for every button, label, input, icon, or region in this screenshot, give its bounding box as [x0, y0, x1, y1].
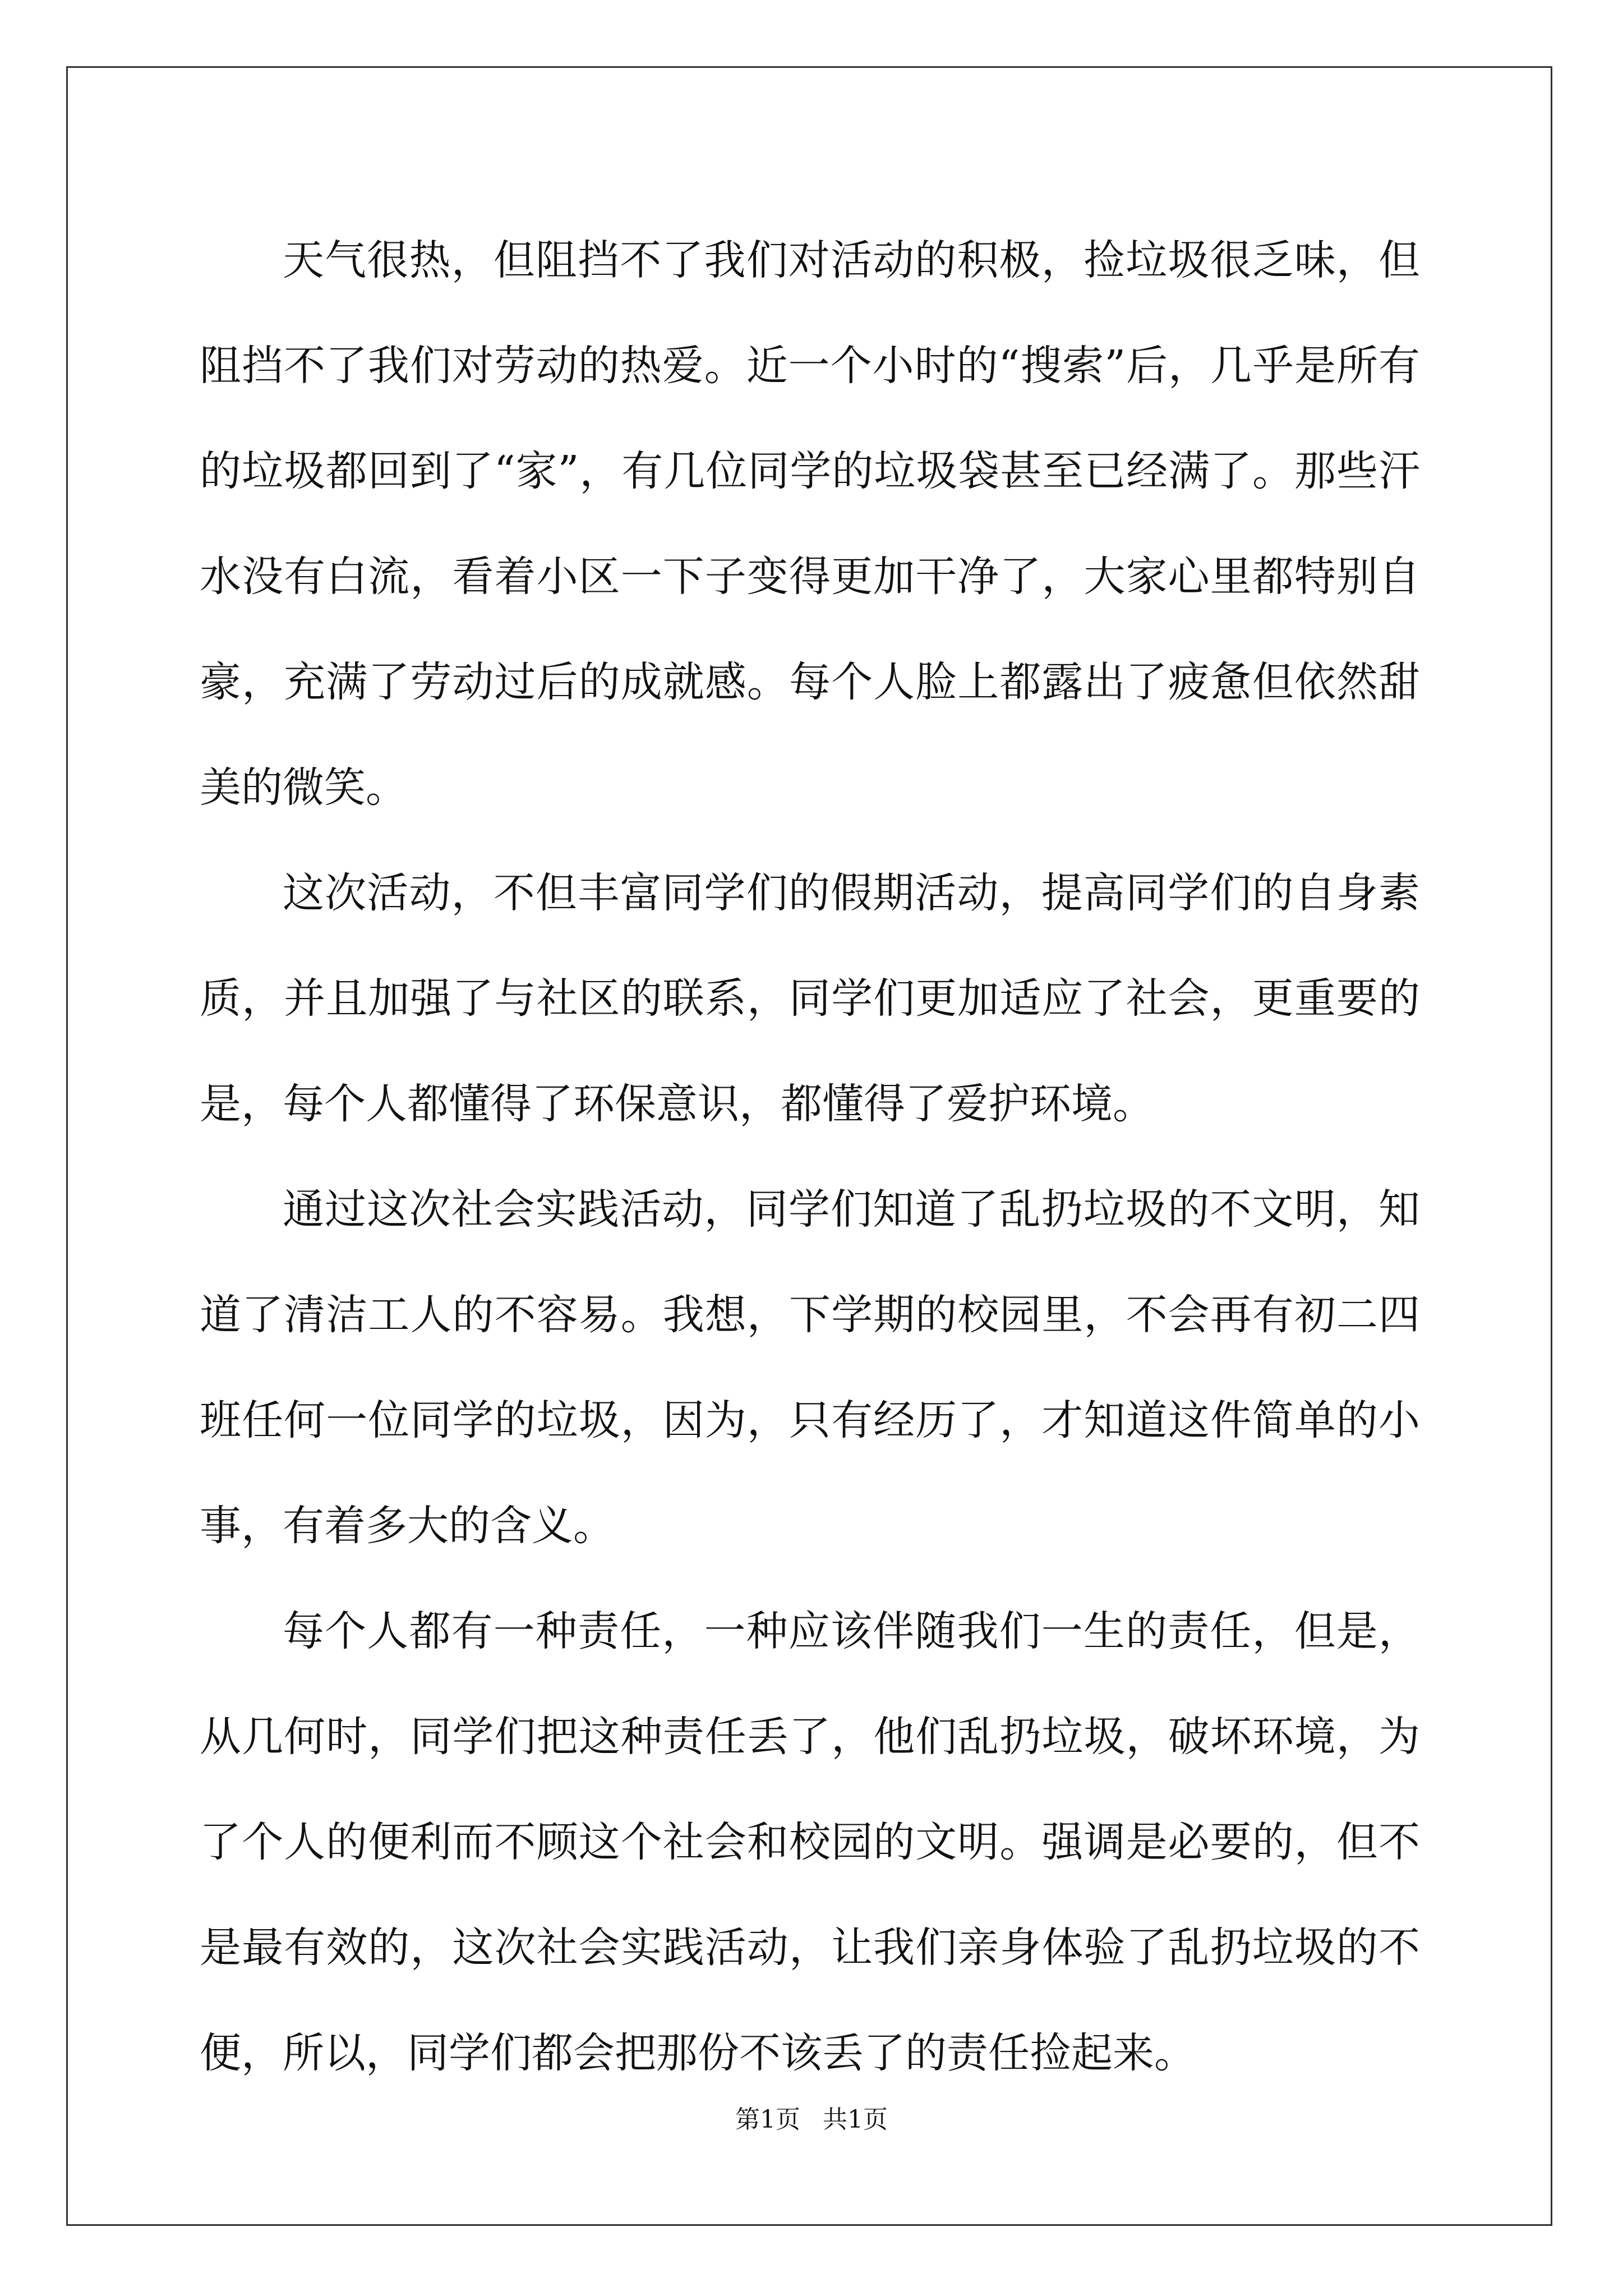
document-body: [200, 208, 1420, 2106]
page-total: 共1页: [823, 2105, 888, 2134]
paragraph-3: 通过这次社会实践活动，同学们知道了乱扔垃圾的不文明，知道了清洁工人的不容易。我想，下学期的校园里，不会再有初二四班任何一位同学的垃圾，因为，只有经历了，才知道这件简单的小事，有着多大的含义。: [200, 1185, 1420, 1550]
paragraph-1: 天气很热，但阻挡不了我们对活动的积极，捡垃圾很乏味，但阻挡不了我们对劳动的热爱。近一个小时的“搜索”后，几乎是所有的垃圾都回到了“家”，有几位同学的垃圾袋甚至已经满了。那些汗水没有白流，看着小区一下子变得更加干净了，大家心里都特别自豪，充满了劳动过后的成就感。每个人脸上都露出了疲惫但依然甜美的微笑。: [200, 236, 1420, 812]
page-number: 第1页: [735, 2105, 800, 2134]
paragraph-4: 每个人都有一种责任，一种应该伴随我们一生的责任，但是，从几何时，同学们把这种责任丢了，他们乱扔垃圾，破坏环境，为了个人的便利而不顾这个社会和校园的文明。强调是必要的，但不是最有效的，这次社会实践活动，让我们亲身体验了乱扔垃圾的不便，所以，同学们都会把那份不该丢了的责任捡起来。: [200, 1607, 1420, 2077]
page-footer: [0, 2099, 1623, 2135]
paragraph-2: 这次活动，不但丰富同学们的假期活动，提高同学们的自身素质，并且加强了与社区的联系，同学们更加适应了社会，更重要的是，每个人都懂得了环保意识，都懂得了爱护环境。: [200, 869, 1420, 1128]
